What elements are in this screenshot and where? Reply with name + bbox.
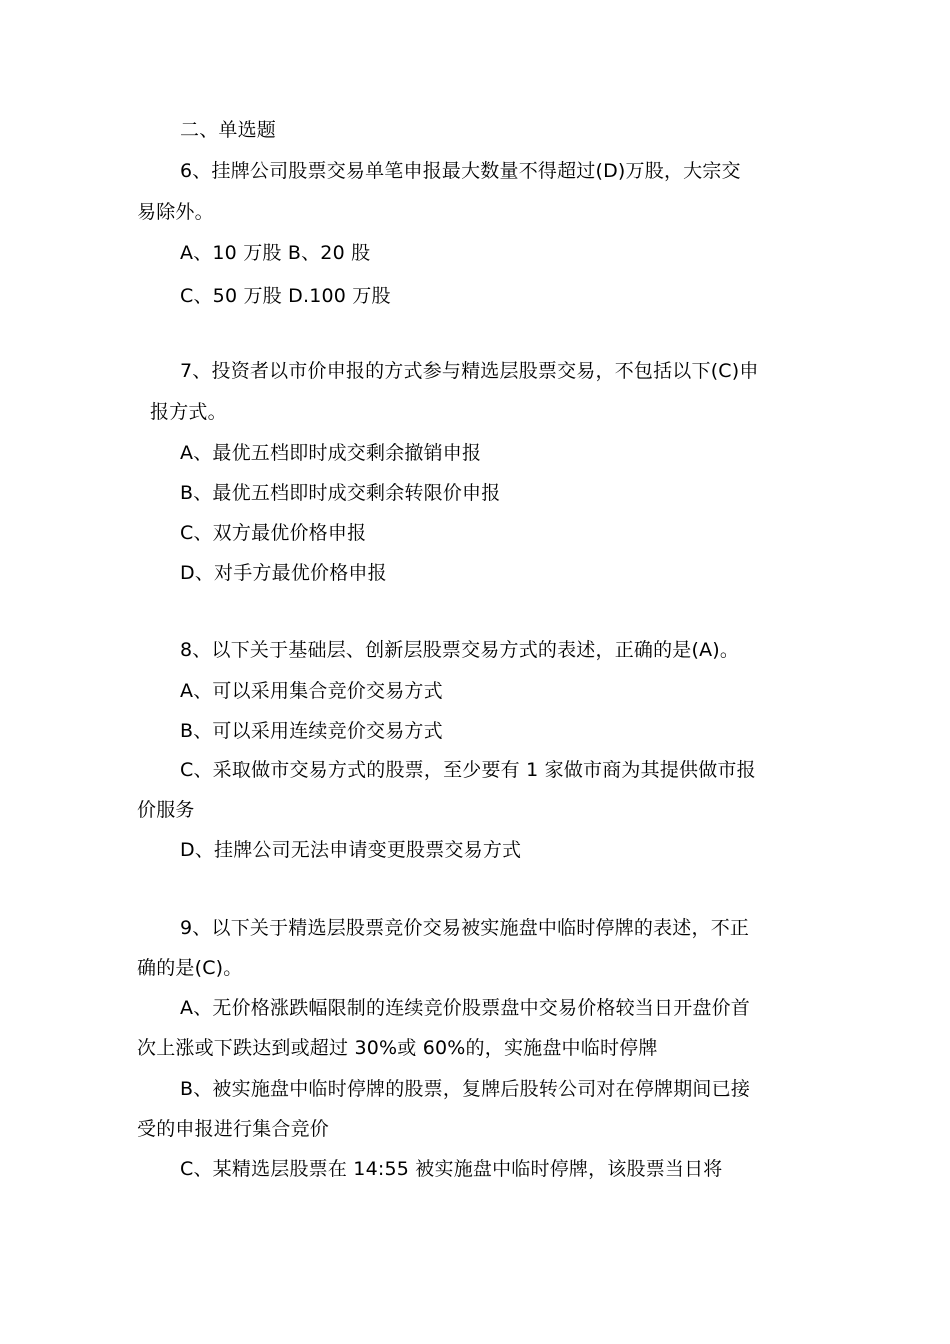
q9-stem-line-1: 9、以下关于精选层股票竞价交易被实施盘中临时停牌的表述，不正: [180, 917, 750, 939]
q7-stem-line-2: 报方式。: [150, 401, 227, 423]
q9-option-b-line-2: 受的申报进行集合竞价: [137, 1118, 330, 1140]
q7-option-a: A、最优五档即时成交剩余撤销申报: [180, 442, 482, 464]
q6-options-cd: C、50 万股 D.100 万股: [180, 285, 391, 307]
q7-option-b: B、最优五档即时成交剩余转限价申报: [180, 482, 501, 504]
q8-option-b: B、可以采用连续竞价交易方式: [180, 720, 443, 742]
q6-stem-line-1: 6、挂牌公司股票交易单笔申报最大数量不得超过(D)万股，大宗交: [180, 160, 741, 182]
q9-option-c-line-1: C、某精选层股票在 14:55 被实施盘中临时停牌，该股票当日将: [180, 1158, 723, 1180]
q8-option-c-line-1: C、采取做市交易方式的股票，至少要有 1 家做市商为其提供做市报: [180, 759, 756, 781]
q6-options-ab: A、10 万股 B、20 股: [180, 242, 371, 264]
q7-option-d: D、对手方最优价格申报: [180, 562, 387, 584]
q7-stem-line-1: 7、投资者以市价申报的方式参与精选层股票交易，不包括以下(C)申: [180, 360, 759, 382]
q9-option-a-line-1: A、无价格涨跌幅限制的连续竞价股票盘中交易价格较当日开盘价首: [180, 997, 750, 1019]
q9-option-b-line-1: B、被实施盘中临时停牌的股票，复牌后股转公司对在停牌期间已接: [180, 1078, 751, 1100]
q8-option-d: D、挂牌公司无法申请变更股票交易方式: [180, 839, 522, 861]
q6-stem-line-2: 易除外。: [137, 201, 214, 223]
section-title: 二、单选题: [180, 119, 277, 141]
q9-option-a-line-2: 次上涨或下跌达到或超过 30%或 60%的，实施盘中临时停牌: [137, 1037, 658, 1059]
q7-option-c: C、双方最优价格申报: [180, 522, 367, 544]
q8-stem-line-1: 8、以下关于基础层、创新层股票交易方式的表述，正确的是(A)。: [180, 639, 740, 661]
q8-option-a: A、可以采用集合竞价交易方式: [180, 680, 443, 702]
q8-option-c-line-2: 价服务: [137, 799, 195, 821]
q9-stem-line-2: 确的是(C)。: [137, 957, 243, 979]
